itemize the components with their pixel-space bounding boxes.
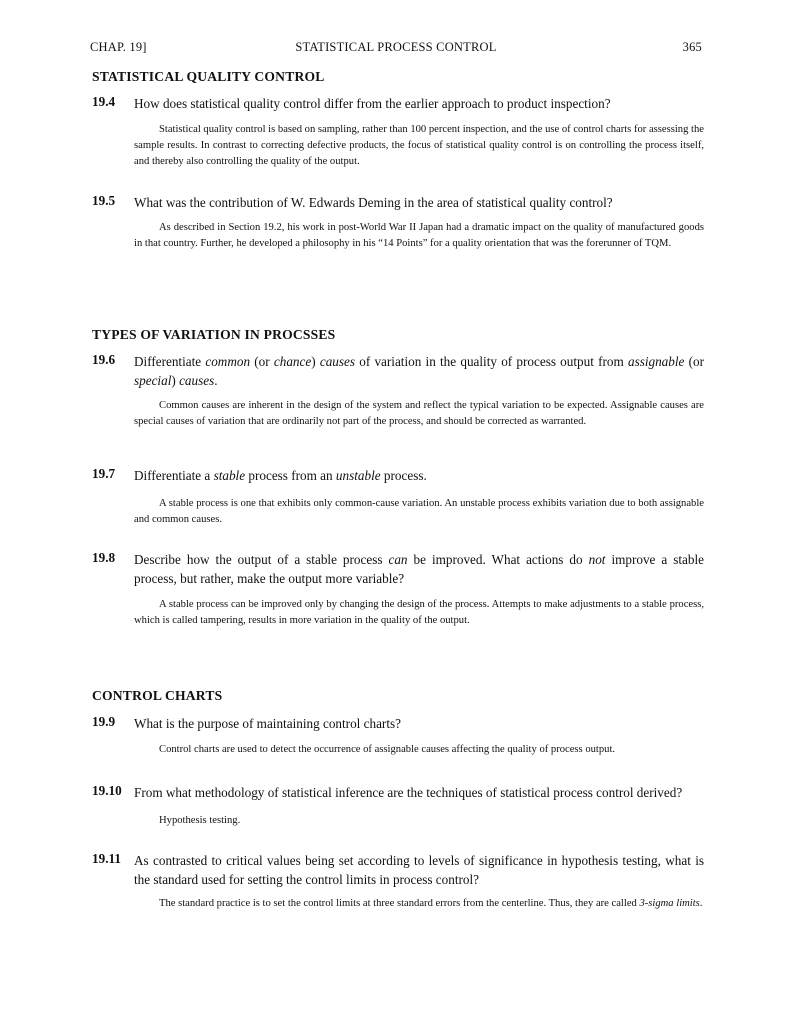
answer-text: Control charts are used to detect the occurrence of assignable causes affecting the quality of process output. — [159, 744, 616, 755]
answer-text: Common causes are inherent in the design of the system and reflect the typical variation to be expected. Assignable causes are special causes of variation that are ordinarily not part of the process, and should be corrected as warranted. — [134, 400, 704, 427]
section-heading: TYPES OF VARIATION IN PROCSSES — [92, 327, 336, 342]
question-text: As contrasted to critical values being set according to levels of significance in hypothesis testing, what is the standard used for setting the control limits in process control? — [134, 853, 704, 887]
answer-text: A stable process is one that exhibits only common-cause variation. An unstable process exhibits variation due to both assignable and common causes. — [134, 498, 704, 525]
answer-text: A stable process can be improved only by changing the design of the process. Attempts to make adjustments to a stable process, which is called tampering, results in more variation in the quality of the output. — [134, 599, 704, 626]
question-text: What is the purpose of maintaining control charts? — [134, 716, 401, 731]
answer-text: As described in Section 19.2, his work in post-World War II Japan had a dramatic impact on the quality of manufactured goods in that country. Further, he developed a philosophy in his “14 Points” for a quality orientation that was the forerunner of TQM. — [134, 222, 704, 249]
running-header — [90, 40, 702, 56]
question-text: How does statistical quality control differ from the earlier approach to product inspection? — [134, 96, 611, 111]
question-text: What was the contribution of W. Edwards Deming in the area of statistical quality control? — [134, 195, 613, 210]
chapter-label: CHAP. 19] — [90, 40, 147, 54]
question-text: From what methodology of statistical inference are the techniques of statistical process control derived? — [134, 785, 683, 800]
question-number: 19.10 — [92, 783, 122, 798]
question-number: 19.6 — [92, 352, 116, 367]
question-number: 19.7 — [92, 466, 116, 481]
question-text: Differentiate common (or chance) causes of variation in the quality of process output from assignable (or special) causes. — [134, 354, 704, 388]
answer-text: Hypothesis testing. — [159, 815, 241, 826]
answer-text: The standard practice is to set the control limits at three standard errors from the centerline. Thus, they are called 3-sigma limits. — [159, 898, 703, 909]
question-number: 19.5 — [92, 193, 116, 208]
section-heading: CONTROL CHARTS — [92, 688, 223, 703]
question-number: 19.11 — [92, 851, 121, 866]
page-number: 365 — [682, 40, 702, 54]
running-title: STATISTICAL PROCESS CONTROL — [295, 40, 497, 54]
question-number: 19.4 — [92, 94, 116, 109]
answer-text: Statistical quality control is based on sampling, rather than 100 percent inspection, and the use of control charts for assessing the sample results. In contrast to correcting defective products, the focus of statistical quality control is on controlling the process itself, and thereby also controlling the quality of the output. — [134, 124, 704, 167]
question-number: 19.9 — [92, 714, 116, 729]
question-text: Differentiate a stable process from an unstable process. — [134, 468, 427, 483]
question-number: 19.8 — [92, 550, 116, 565]
question-text: Describe how the output of a stable process can be improved. What actions do not improve a stable process, but rather, make the output more variable? — [134, 552, 704, 586]
section-heading: STATISTICAL QUALITY CONTROL — [92, 69, 325, 84]
